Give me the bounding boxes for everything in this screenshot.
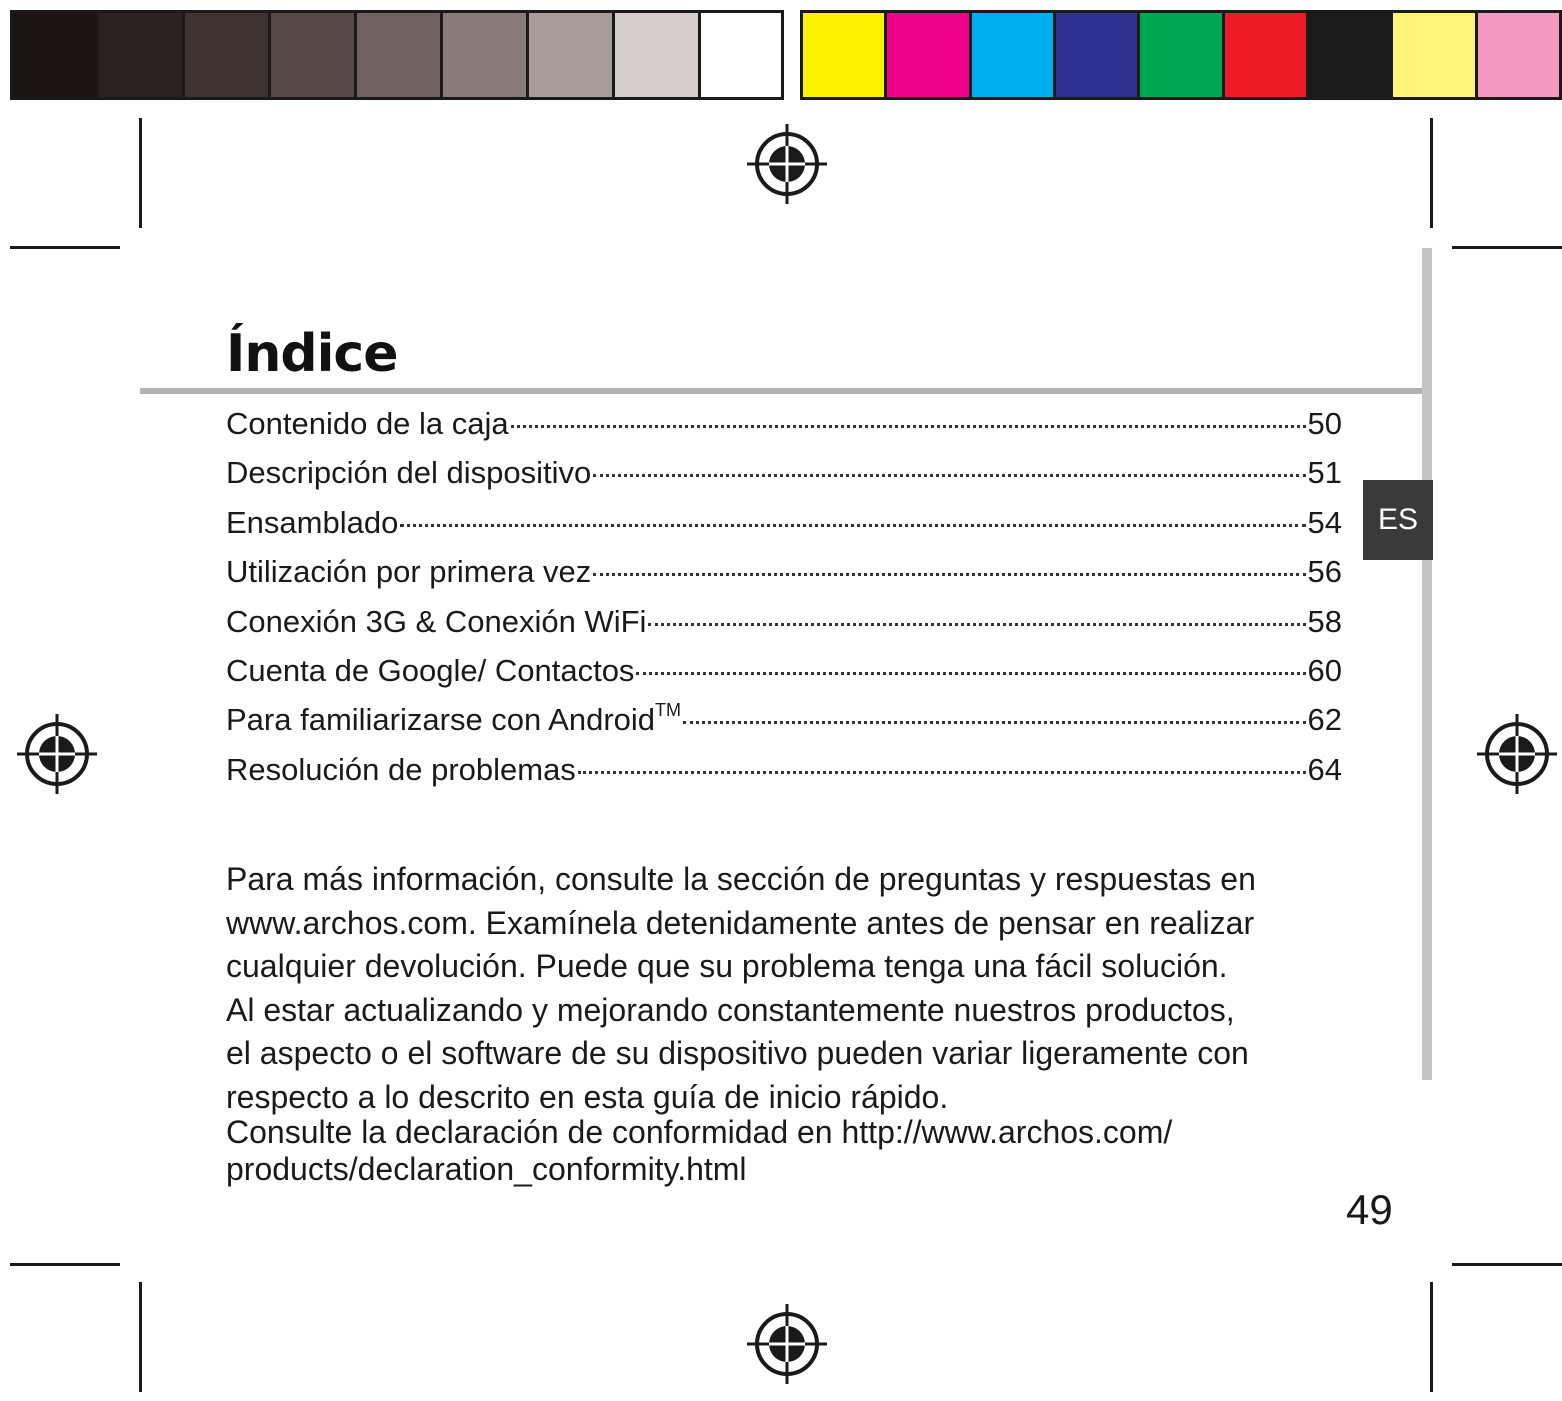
dot-leader (578, 771, 1306, 774)
toc-entry (226, 702, 1342, 751)
dot-leader (400, 524, 1305, 527)
toc-entry (226, 505, 1342, 554)
conformity-paragraph (226, 1114, 1356, 1188)
toc-entry-text: Conexión 3G & Conexión WiFi (226, 603, 647, 639)
color-swatch (803, 13, 887, 97)
dot-leader (683, 721, 1305, 724)
text-line: cualquier devolución. Puede que su problema tenga una fácil solución. (226, 948, 1228, 984)
toc-entry-page: 64 (1307, 751, 1342, 787)
color-swatch (615, 13, 701, 97)
language-tab: ES (1363, 480, 1433, 560)
text-line: respecto a lo descrito en esta guía de inicio rápido. (226, 1078, 949, 1115)
info-paragraph (226, 858, 1356, 1119)
crop-mark-top-right-vertical (1430, 118, 1433, 228)
color-swatch (1478, 13, 1562, 97)
toc-entry-page: 56 (1307, 554, 1342, 590)
text-line: products/declaration_conformity.html (226, 1151, 747, 1187)
toc-entry-text: Contenido de la caja (226, 406, 509, 441)
text-line: el aspecto o el software de su dispositivo pueden variar ligeramente con (226, 1035, 1249, 1071)
color-swatch (701, 13, 781, 97)
table-of-contents (226, 406, 1342, 801)
crop-mark-top-left-horizontal (10, 246, 120, 249)
title-rule (140, 388, 1428, 394)
toc-entry-label (226, 554, 591, 590)
gray-calibration-bar (10, 10, 784, 100)
color-swatch (1225, 13, 1309, 97)
color-swatch (1140, 13, 1224, 97)
toc-entry-text: Para familiarizarse con Android (226, 702, 656, 738)
color-swatch (887, 13, 971, 97)
toc-entry (226, 653, 1342, 702)
color-swatch (271, 13, 357, 97)
crop-mark-bottom-right-horizontal (1452, 1263, 1562, 1266)
toc-entry-page: 58 (1307, 603, 1342, 639)
dot-leader (636, 672, 1305, 675)
page-number: 49 (1346, 1186, 1393, 1233)
toc-entry-text: Descripción del dispositivo (226, 455, 592, 491)
text-line: Para más información, consulte la sección de preguntas y respuestas en (226, 861, 1256, 897)
color-swatch (185, 13, 271, 97)
toc-entry-text: Resolución de problemas (226, 751, 576, 787)
toc-entry-label (226, 653, 634, 689)
toc-entry-page: 62 (1307, 702, 1342, 738)
toc-entry-page: 50 (1307, 406, 1342, 441)
toc-entry-label (226, 604, 646, 640)
dot-leader (593, 573, 1305, 576)
toc-entry (226, 604, 1342, 653)
crop-mark-top-left-vertical (139, 118, 142, 228)
color-swatch (1056, 13, 1140, 97)
toc-entry-label (226, 406, 509, 442)
page-title: Índice (226, 324, 398, 384)
toc-entry (226, 554, 1342, 603)
crop-mark-bottom-left-horizontal (10, 1263, 120, 1266)
color-swatch (1309, 13, 1393, 97)
toc-entry-label (226, 505, 398, 541)
color-swatch (99, 13, 185, 97)
text-line: www.archos.com. Examínela detenidamente antes de pensar en realizar (226, 904, 1255, 941)
dot-leader (648, 623, 1305, 626)
toc-entry-page: 54 (1307, 504, 1342, 540)
toc-entry-text: Cuenta de Google/ Contactos (226, 652, 635, 688)
toc-entry-text: Ensamblado (226, 504, 399, 540)
crosshair-registration-icon (747, 1304, 827, 1384)
crosshair-registration-icon (747, 124, 827, 204)
toc-entry-text: Utilización por primera vez (226, 554, 592, 590)
crosshair-registration-icon (17, 714, 97, 794)
toc-entry-page: 51 (1307, 455, 1342, 491)
dot-leader (511, 425, 1306, 428)
dot-leader (593, 474, 1305, 477)
color-swatch (443, 13, 529, 97)
trademark-superscript: TM (655, 700, 682, 721)
crop-mark-bottom-left-vertical (139, 1282, 142, 1392)
toc-entry-label (226, 455, 591, 491)
color-calibration-bar (800, 10, 1562, 100)
crosshair-registration-icon (1477, 714, 1557, 794)
text-line: Consulte la declaración de conformidad en http://www.archos.com/ (226, 1114, 1173, 1150)
color-swatch (972, 13, 1056, 97)
toc-entry-page: 60 (1307, 652, 1342, 688)
crop-mark-bottom-right-vertical (1430, 1282, 1433, 1392)
color-swatch (13, 13, 99, 97)
crop-mark-top-right-horizontal (1452, 246, 1562, 249)
toc-entry (226, 752, 1342, 801)
toc-entry-label (226, 702, 681, 738)
toc-entry-label (226, 752, 576, 788)
toc-entry (226, 455, 1342, 504)
toc-entry (226, 406, 1342, 455)
color-swatch (529, 13, 615, 97)
color-swatch (357, 13, 443, 97)
page-side-rule (1422, 248, 1432, 1080)
text-line: Al estar actualizando y mejorando constantemente nuestros productos, (226, 991, 1235, 1028)
color-swatch (1393, 13, 1477, 97)
